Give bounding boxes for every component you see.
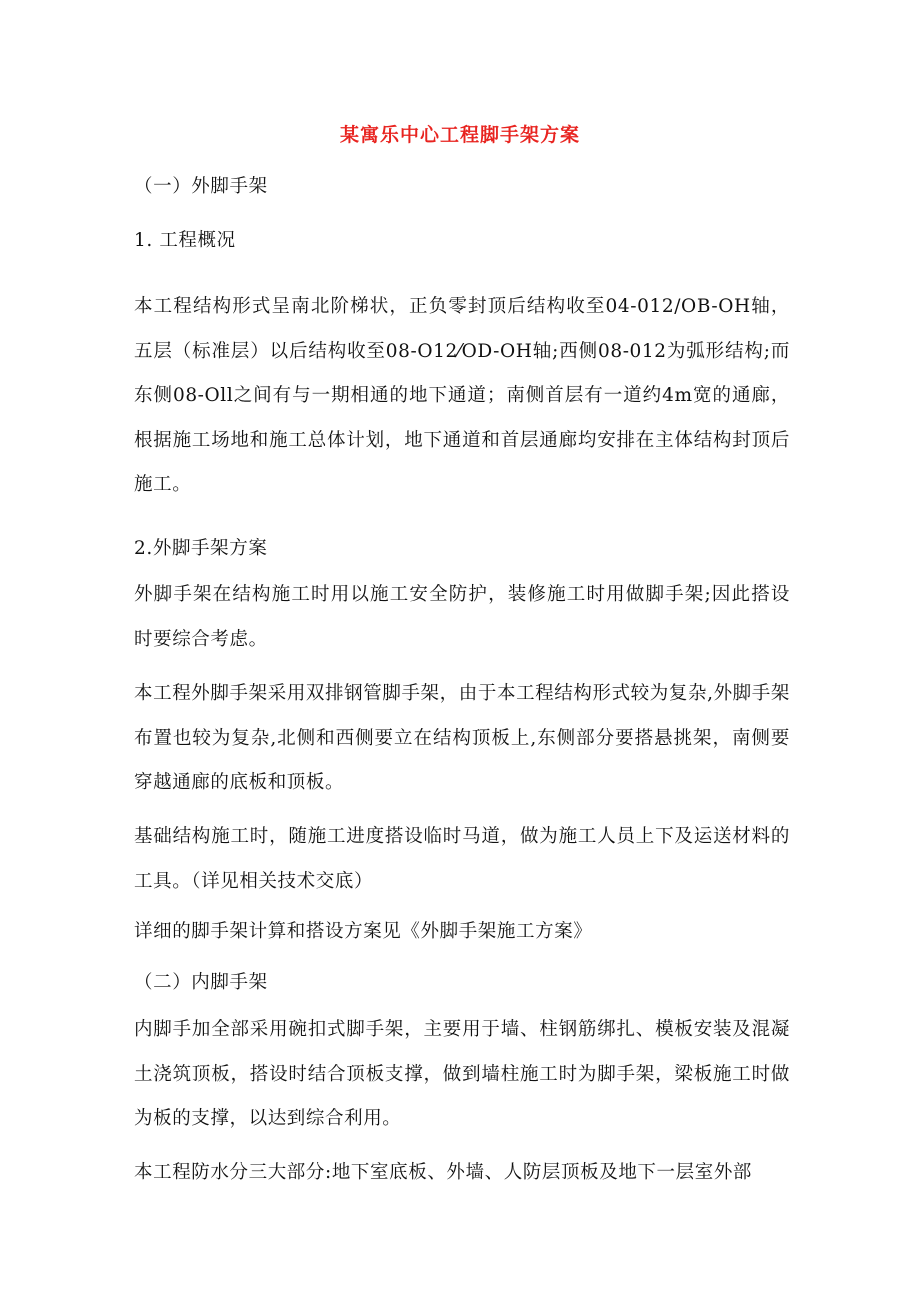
paragraph-reference: 详细的脚手架计算和搭设方案见《外脚手架施工方案》 xyxy=(134,921,593,942)
paragraph-scaffold-purpose: 外脚手架在结构施工时用以施工安全防护，装修施工时用做脚手架;因此搭设时要综合考虑。 xyxy=(134,584,790,650)
paragraph-scaffold-layout: 本工程外脚手架采用双排钢管脚手架，由于本工程结构形式较为复杂,外脚手架布置也较为复杂,北侧和西侧要立在结构顶板上,东侧部分要搭悬挑架，南侧要穿越通廊的底板和顶板。 xyxy=(134,683,790,793)
subsection-heading-project-overview: 1. 工程概况 xyxy=(134,230,236,251)
section-heading-external-scaffold: （一）外脚手架 xyxy=(134,176,268,197)
subsection-heading-scaffold-plan: 2.外脚手架方案 xyxy=(134,538,268,559)
paragraph-internal-scaffold: 内脚手加全部采用碗扣式脚手架，主要用于墙、柱钢筋绑扎、模板安装及混凝土浇筑顶板，搭设时结合顶板支撑，做到墙柱施工时为脚手架，梁板施工时做为板的支撑，以达到综合利用。 xyxy=(134,1019,790,1129)
section-heading-internal-scaffold: （二）内脚手架 xyxy=(134,972,268,993)
paragraph-waterproofing: 本工程防水分三大部分:地下室底板、外墙、人防层顶板及地下一层室外部 xyxy=(134,1162,753,1183)
document-title: 某寓乐中心工程脚手架方案 xyxy=(339,124,580,146)
paragraph-temporary-ramp: 基础结构施工时，随施工进度搭设临时马道，做为施工人员上下及运送材料的工具。（详见相关技术交底） xyxy=(134,826,790,892)
paragraph-project-overview: 本工程结构形式呈南北阶梯状，正负零封顶后结构收至04-012/OB-OH轴，五层（标准层）以后结构收至08-O12⁄OD-OH轴;西侧08-012为弧形结构;而东侧08-Oll之间有与一期相通的地下通道；南侧首层有一道约4m宽的通廊，根据施工场地和施工总体计划，地下通道和首层通廊均安排在主体结构封顶后施工。 xyxy=(134,296,790,495)
